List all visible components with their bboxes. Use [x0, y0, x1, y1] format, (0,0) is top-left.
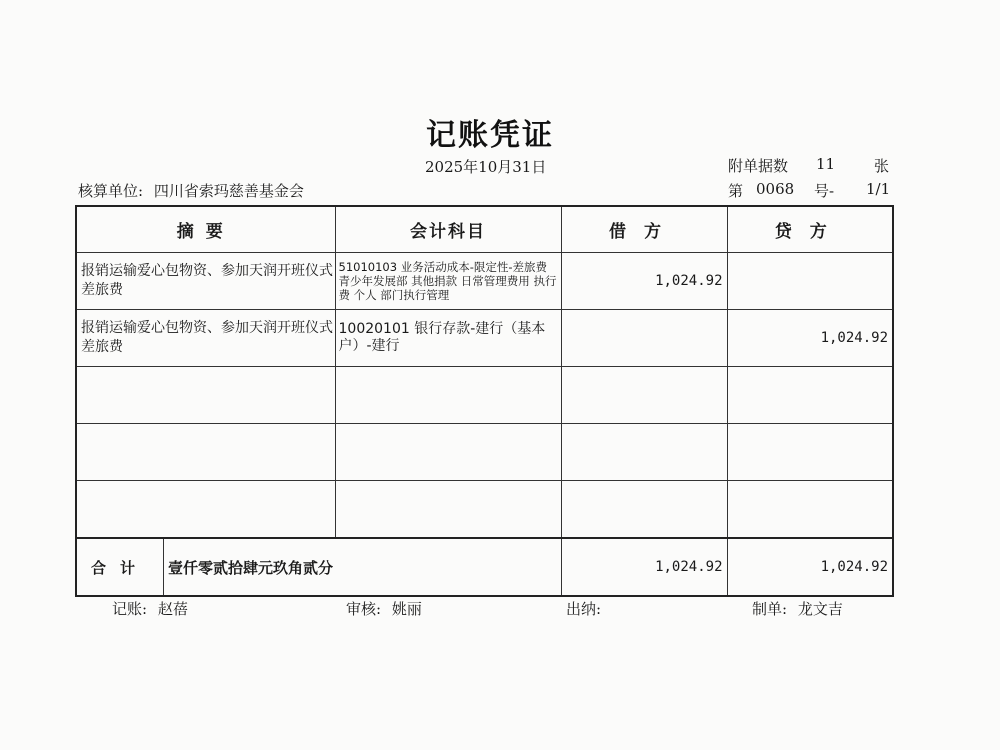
- voucher-number-value: 0068: [756, 180, 795, 198]
- entry-account: 51010103 业务活动成本-限定性-差旅费 青少年发展部 其他捐款 日常管理费用 执行费 个人 部门执行管理: [335, 253, 561, 310]
- total-row: [76, 538, 893, 596]
- attachment-number: 11: [816, 155, 836, 173]
- accounting-unit-name: 四川省索玛慈善基金会: [153, 182, 304, 200]
- accounting-unit-label: 核算单位:: [78, 182, 144, 200]
- column-account: 会计科目: [335, 206, 561, 253]
- voucher-table: [75, 205, 894, 597]
- total-label: 合计: [77, 539, 164, 595]
- preparer-label: 制单:: [752, 600, 788, 618]
- voucher-number-suffix: 号-: [814, 182, 835, 200]
- empty-cell: [76, 367, 335, 424]
- empty-cell: [727, 424, 893, 481]
- bookkeeper-label: 记账:: [112, 600, 148, 618]
- voucher-page: 1/1: [866, 180, 891, 198]
- bookkeeper-name: 赵蓓: [157, 600, 188, 618]
- cashier: [566, 598, 607, 619]
- reviewer: [346, 598, 422, 619]
- voucher-date: 2025年10月31日: [425, 158, 547, 176]
- table-row-empty: [76, 424, 893, 481]
- entry-credit: 1,024.92: [727, 310, 893, 367]
- accounting-unit: [78, 180, 304, 201]
- attachment-count: [728, 155, 890, 176]
- preparer: [752, 598, 843, 619]
- voucher-title: 记账凭证: [426, 118, 554, 153]
- table-header-row: [76, 206, 893, 253]
- table-row: [76, 253, 893, 310]
- table-row: [76, 310, 893, 367]
- empty-cell: [76, 481, 335, 539]
- bookkeeper: [112, 598, 188, 619]
- column-summary: 摘要: [76, 206, 335, 253]
- entry-debit: 1,024.92: [561, 253, 727, 310]
- attachment-unit: 张: [874, 157, 890, 175]
- entry-account: 10020101 银行存款-建行（基本户）-建行: [335, 310, 561, 367]
- empty-cell: [335, 481, 561, 539]
- reviewer-name: 姚丽: [391, 600, 422, 618]
- entry-credit: [727, 253, 893, 310]
- preparer-name: 龙文吉: [797, 600, 843, 618]
- empty-cell: [561, 367, 727, 424]
- total-cell: [76, 538, 561, 596]
- total-credit: 1,024.92: [727, 538, 893, 596]
- total-debit: 1,024.92: [561, 538, 727, 596]
- entry-debit: [561, 310, 727, 367]
- cashier-label: 出纳:: [566, 600, 602, 618]
- empty-cell: [727, 481, 893, 539]
- empty-cell: [76, 424, 335, 481]
- entry-summary: 报销运输爱心包物资、参加天润开班仪式差旅费: [76, 253, 335, 310]
- attachment-label: 附单据数: [728, 157, 789, 175]
- voucher-number-prefix: 第: [728, 182, 744, 200]
- empty-cell: [561, 424, 727, 481]
- entry-summary: 报销运输爱心包物资、参加天润开班仪式差旅费: [76, 310, 335, 367]
- empty-cell: [727, 367, 893, 424]
- table-row-empty: [76, 367, 893, 424]
- column-credit: 贷方: [727, 206, 893, 253]
- table-row-empty: [76, 481, 893, 539]
- empty-cell: [335, 367, 561, 424]
- reviewer-label: 审核:: [346, 600, 382, 618]
- total-amount-words: 壹仟零贰拾肆元玖角贰分: [168, 558, 334, 577]
- empty-cell: [561, 481, 727, 539]
- empty-cell: [335, 424, 561, 481]
- column-debit: 借方: [561, 206, 727, 253]
